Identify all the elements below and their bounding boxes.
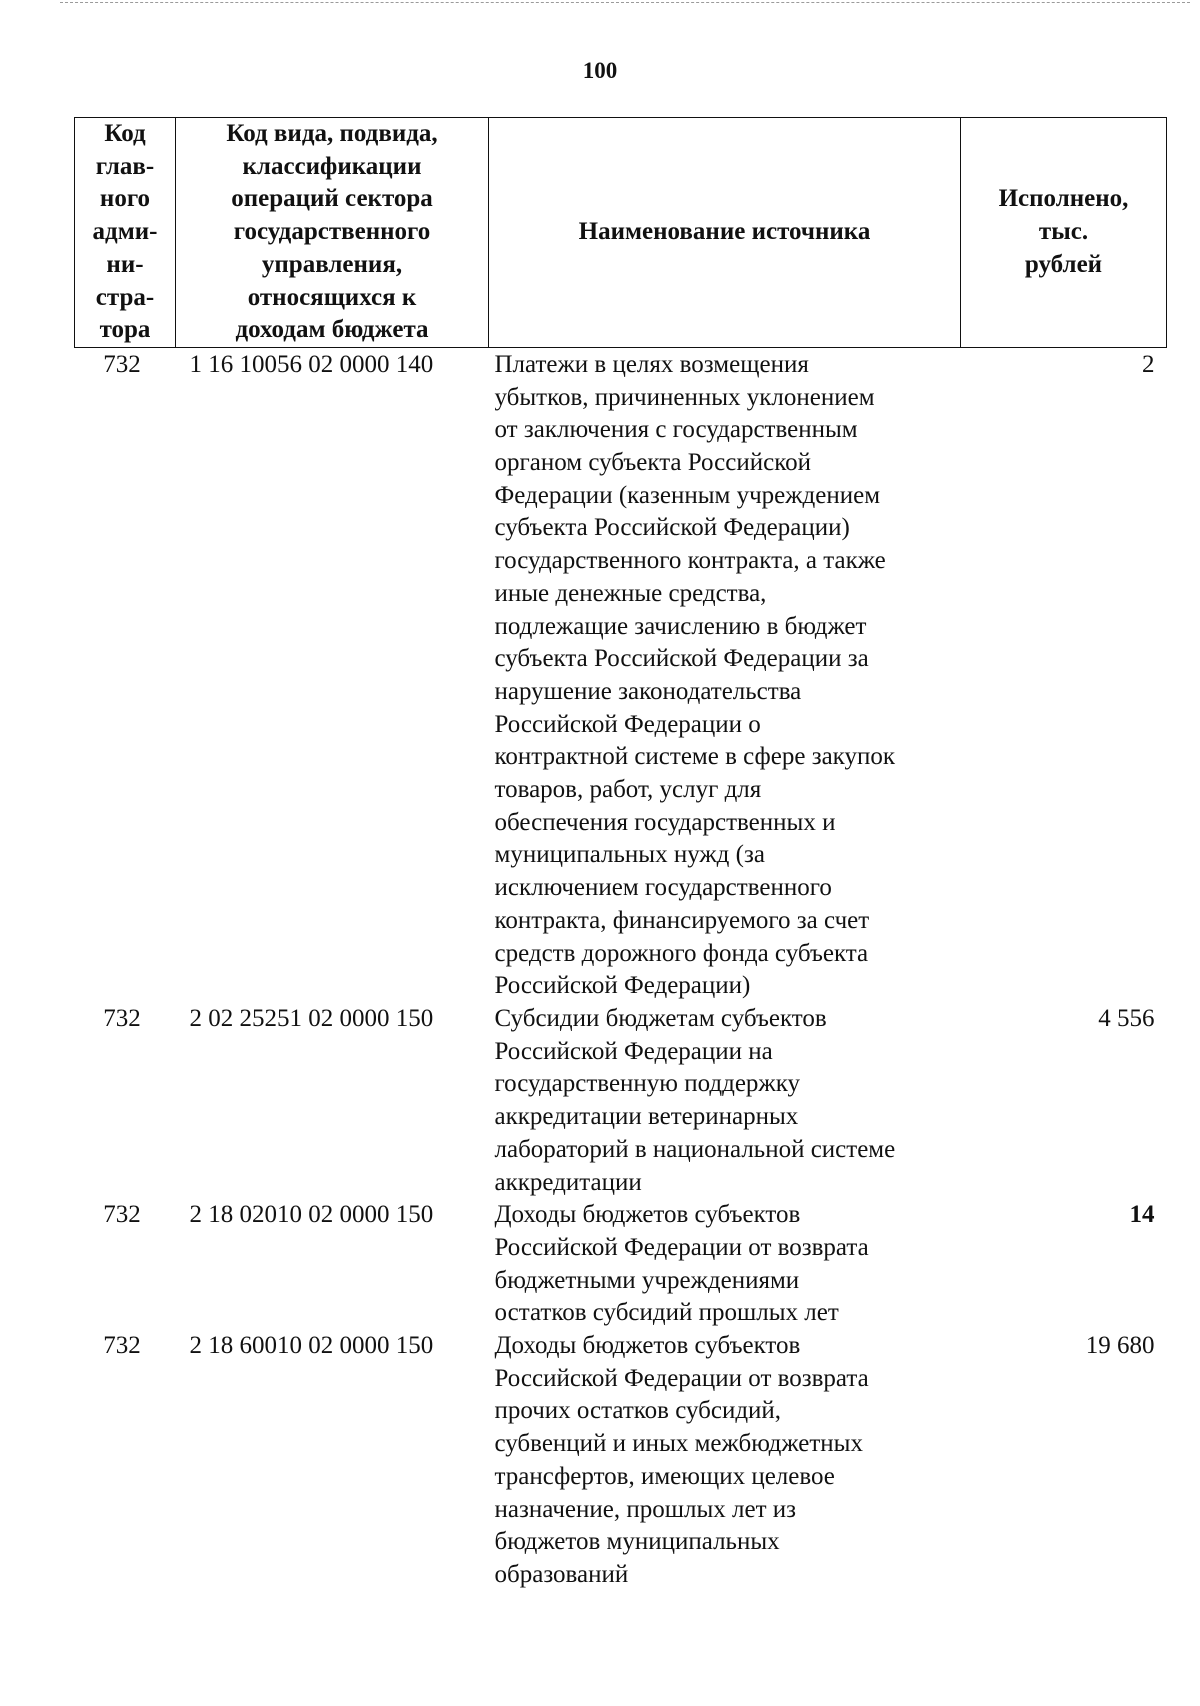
cell-income-code: 2 02 25251 02 0000 150 xyxy=(189,1004,434,1032)
cell-executed: 14 xyxy=(1129,1201,1155,1229)
cell-admin-code: 732 xyxy=(103,1201,141,1229)
header-executed: Исполнено, тыс. рублей xyxy=(961,118,1167,348)
header-source-name: Наименование источника xyxy=(489,118,961,348)
cell-source-name: Платежи в целях возмещения убытков, причиненных уклонением от заключения с государственным органом субъекта Российской Федерации (казенным учреждением субъекта Российской Федерации) государственного контракта, а также иные денежные средства, подлежащие зачислению в бюджет субъекта Российской Федерации за нарушение законодательства Российской Федерации о контрактной системе в сфере закупок товаров, работ, услуг для обеспечения государственных и муниципальных нужд (за исключением государственного контракта, финансируемого за счет средств дорожного фонда субъекта Российской Федерации) xyxy=(494,350,895,1000)
table-row xyxy=(75,1003,1167,1199)
table-row xyxy=(75,1330,1167,1592)
cell-admin-code: 732 xyxy=(103,350,141,378)
table-row xyxy=(75,347,1167,1003)
cell-source-name: Доходы бюджетов субъектов Российской Федерации от возврата бюджетными учреждениями остатков субсидий прошлых лет xyxy=(494,1201,869,1327)
cell-income-code: 2 18 02010 02 0000 150 xyxy=(189,1201,434,1229)
cell-executed: 4 556 xyxy=(1098,1004,1155,1032)
table-row xyxy=(75,1199,1167,1330)
table-header xyxy=(75,118,1167,348)
header-admin-code: Код глав- ного адми- ни- стра- тора xyxy=(75,118,176,348)
cell-source-name: Субсидии бюджетам субъектов Российской Федерации на государственную поддержку аккредитации ветеринарных лабораторий в национальной системе аккредитации xyxy=(494,1004,896,1196)
page-number: 100 xyxy=(582,58,618,83)
table-body xyxy=(75,347,1167,1591)
cell-admin-code: 732 xyxy=(103,1332,141,1360)
scan-edge-line xyxy=(60,2,1190,3)
header-income-code: Код вида, подвида, классификации операций сектора государственного управления, относящихся к доходам бюджета xyxy=(176,118,489,348)
cell-income-code: 2 18 60010 02 0000 150 xyxy=(189,1332,434,1360)
cell-income-code: 1 16 10056 02 0000 140 xyxy=(189,350,434,378)
cell-admin-code: 732 xyxy=(103,1004,141,1032)
cell-executed: 19 680 xyxy=(1085,1332,1155,1360)
cell-source-name: Доходы бюджетов субъектов Российской Федерации от возврата прочих остатков субсидий, субвенций и иных межбюджетных трансфертов, имеющих целевое назначение, прошлых лет из бюджетов муниципальных образований xyxy=(494,1332,869,1588)
revenue-table xyxy=(74,117,1167,1592)
cell-executed: 2 xyxy=(1142,350,1155,378)
